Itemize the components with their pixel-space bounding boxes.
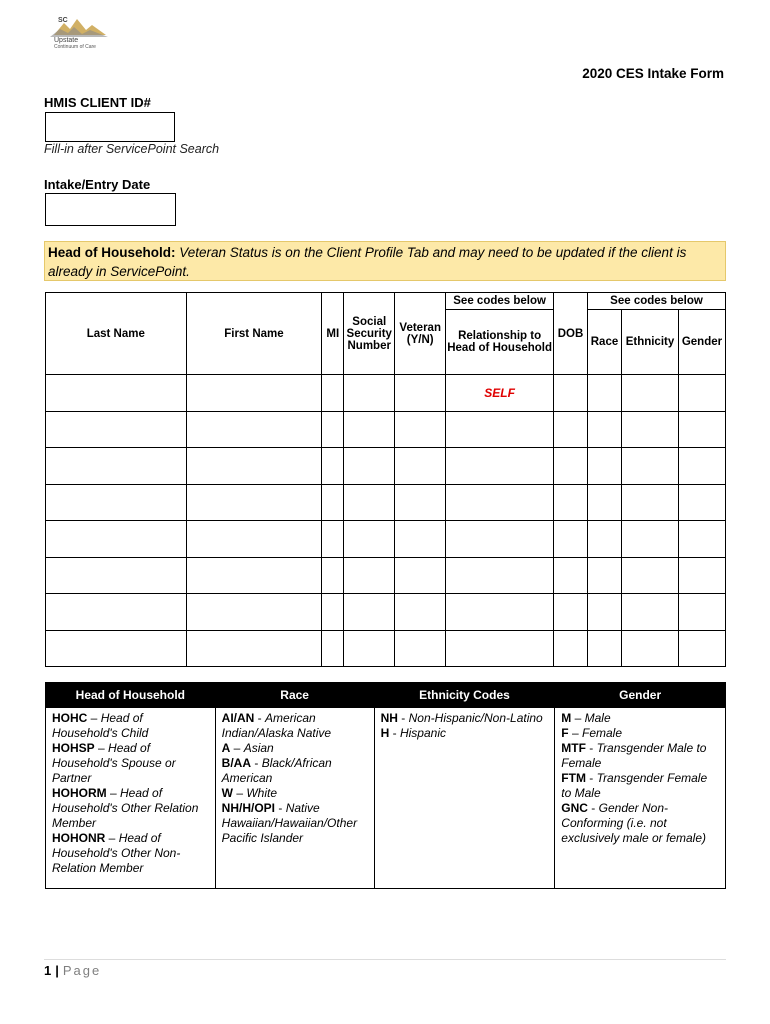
note-italic: Veteran Status is on the Client Profile Tab and may need to be updated if the client is already in ServicePoint. [48, 245, 687, 279]
relationship-cell[interactable] [446, 484, 554, 521]
codes-list-race [215, 708, 374, 889]
relationship-cell[interactable] [446, 630, 554, 667]
page-separator: | [55, 963, 59, 978]
col-mi: MI [322, 293, 344, 375]
ethnicity-cell[interactable] [621, 448, 678, 485]
household-member-row [46, 594, 726, 631]
codes-table [45, 682, 726, 889]
first-name-cell[interactable] [186, 484, 322, 521]
dob-cell[interactable] [554, 484, 588, 521]
see-codes-note-2: See codes below [588, 293, 726, 310]
code-sep: - [585, 771, 597, 785]
dob-cell[interactable] [554, 448, 588, 485]
race-cell[interactable] [588, 375, 622, 412]
code-sep: - [275, 801, 286, 815]
dob-cell[interactable] [554, 521, 588, 558]
code-entry [561, 711, 719, 726]
codes-header-race: Race [215, 683, 374, 708]
code-desc: Head of Household's Child [52, 711, 149, 740]
code-abbr: HOHORM [52, 786, 107, 800]
code-desc: Head of Household's Spouse or Partner [52, 741, 176, 785]
household-table [45, 292, 726, 667]
dob-cell[interactable] [554, 557, 588, 594]
codes-list-ethnicity [374, 708, 555, 889]
ethnicity-cell[interactable] [621, 411, 678, 448]
codes-list-hoh [46, 708, 216, 889]
head-of-household-note [44, 241, 726, 281]
code-desc: Male [584, 711, 611, 725]
code-desc: American Indian/Alaska Native [221, 711, 332, 740]
ethnicity-cell[interactable] [621, 375, 678, 412]
household-member-row [46, 448, 726, 485]
code-desc: Head of Household's Other Non-Relation Member [52, 831, 181, 875]
race-cell[interactable] [588, 448, 622, 485]
veteran-cell[interactable] [395, 411, 446, 448]
ssn-cell[interactable] [344, 630, 395, 667]
race-cell[interactable] [588, 630, 622, 667]
client-id-label: HMIS CLIENT ID# [44, 95, 151, 110]
code-sep: – [94, 741, 109, 755]
logo-line2: Upstate [54, 37, 79, 44]
ssn-cell[interactable] [344, 594, 395, 631]
code-desc: White [246, 786, 278, 800]
mi-cell[interactable] [322, 375, 344, 412]
sc-upstate-coc-logo [44, 13, 110, 49]
col-ssn: Social Security Number [344, 293, 395, 375]
code-desc: Gender Non-Conforming (i.e. not exclusively male or female) [561, 801, 707, 845]
veteran-cell[interactable] [395, 557, 446, 594]
last-name-cell[interactable] [46, 411, 187, 448]
relationship-cell[interactable] [446, 594, 554, 631]
dob-cell[interactable] [554, 375, 588, 412]
first-name-cell[interactable] [186, 521, 322, 558]
code-sep: – [87, 711, 101, 725]
code-sep: – [105, 831, 119, 845]
veteran-cell[interactable] [395, 448, 446, 485]
code-sep: - [389, 726, 400, 740]
mi-cell[interactable] [322, 448, 344, 485]
code-abbr: MTF [561, 741, 586, 755]
code-entry [52, 711, 209, 741]
code-sep: - [585, 741, 597, 755]
gender-cell[interactable] [678, 594, 725, 631]
household-member-row [46, 630, 726, 667]
relationship-cell[interactable] [446, 557, 554, 594]
household-member-row [46, 411, 726, 448]
last-name-cell[interactable] [46, 448, 187, 485]
race-cell[interactable] [588, 411, 622, 448]
ethnicity-cell[interactable] [621, 594, 678, 631]
code-entry [52, 786, 209, 831]
client-id-hint: Fill-in after ServicePoint Search [44, 142, 220, 156]
note-bold: Head of Household: [48, 245, 176, 260]
code-entry [561, 771, 719, 801]
code-desc: Black/African American [221, 756, 332, 785]
code-desc: Hispanic [399, 726, 446, 740]
ethnicity-cell[interactable] [621, 557, 678, 594]
code-abbr: F [561, 726, 569, 740]
page-number: 1 [44, 963, 52, 978]
last-name-cell[interactable] [46, 630, 187, 667]
dob-cell[interactable] [554, 411, 588, 448]
col-dob: DOB [554, 293, 588, 375]
code-entry [561, 726, 719, 741]
gender-cell[interactable] [678, 521, 725, 558]
veteran-cell[interactable] [395, 484, 446, 521]
veteran-cell[interactable] [395, 594, 446, 631]
code-abbr: B/AA [221, 756, 252, 770]
first-name-cell[interactable] [186, 375, 322, 412]
veteran-cell[interactable] [395, 630, 446, 667]
logo-line1: SC [58, 17, 68, 24]
codes-header-hoh: Head of Household [46, 683, 216, 708]
ssn-cell[interactable] [344, 448, 395, 485]
ssn-cell[interactable] [344, 375, 395, 412]
codes-list-gender [555, 708, 726, 889]
first-name-cell[interactable] [186, 448, 322, 485]
code-abbr: M [561, 711, 572, 725]
ethnicity-cell[interactable] [621, 521, 678, 558]
code-entry [222, 711, 368, 741]
code-entry [561, 801, 719, 846]
code-entry [381, 726, 549, 741]
code-sep: – [230, 741, 244, 755]
client-id-field[interactable] [45, 112, 175, 142]
intake-date-field[interactable] [45, 193, 176, 226]
household-member-row [46, 484, 726, 521]
veteran-cell[interactable] [395, 375, 446, 412]
gender-cell[interactable] [678, 448, 725, 485]
code-abbr: W [221, 786, 233, 800]
code-entry [52, 831, 209, 876]
household-member-row [46, 375, 726, 412]
mi-cell[interactable] [322, 630, 344, 667]
code-sep: - [251, 756, 262, 770]
relationship-cell[interactable] [446, 521, 554, 558]
code-abbr: AI/AN [221, 711, 255, 725]
mi-cell[interactable] [322, 484, 344, 521]
code-sep: – [233, 786, 247, 800]
code-entry [222, 786, 368, 801]
col-ethnicity: Ethnicity [621, 310, 678, 375]
col-first-name: First Name [186, 293, 322, 375]
code-sep: – [568, 726, 582, 740]
page-label: Page [62, 963, 102, 978]
mi-cell[interactable] [322, 594, 344, 631]
ethnicity-cell[interactable] [621, 484, 678, 521]
relationship-cell[interactable] [446, 411, 554, 448]
gender-cell[interactable] [678, 411, 725, 448]
veteran-cell[interactable] [395, 521, 446, 558]
household-member-row [46, 557, 726, 594]
first-name-cell[interactable] [186, 594, 322, 631]
ssn-cell[interactable] [344, 557, 395, 594]
code-abbr: HOHC [52, 711, 88, 725]
codes-header-gender: Gender [555, 683, 726, 708]
code-sep: - [397, 711, 409, 725]
code-desc: Asian [243, 741, 274, 755]
code-entry [561, 741, 719, 771]
footer-divider [44, 959, 726, 960]
mi-cell[interactable] [322, 411, 344, 448]
gender-cell[interactable] [678, 557, 725, 594]
gender-cell[interactable] [678, 375, 725, 412]
code-entry [52, 741, 209, 786]
ssn-cell[interactable] [344, 484, 395, 521]
ethnicity-cell[interactable] [621, 630, 678, 667]
code-desc: Transgender Female to Male [561, 771, 708, 800]
race-cell[interactable] [588, 557, 622, 594]
last-name-cell[interactable] [46, 557, 187, 594]
code-desc: Head of Household's Other Relation Member [52, 786, 199, 830]
col-last-name: Last Name [46, 293, 187, 375]
dob-cell[interactable] [554, 630, 588, 667]
ssn-cell[interactable] [344, 521, 395, 558]
code-entry [381, 711, 549, 726]
code-abbr: HOHSP [52, 741, 95, 755]
code-abbr: HOHONR [52, 831, 106, 845]
code-desc: Transgender Male to Female [561, 741, 707, 770]
relationship-cell[interactable] [446, 448, 554, 485]
code-desc: Non-Hispanic/Non-Latino [408, 711, 543, 725]
gender-cell[interactable] [678, 630, 725, 667]
code-abbr: H [380, 726, 390, 740]
mi-cell[interactable] [322, 521, 344, 558]
gender-cell[interactable] [678, 484, 725, 521]
intake-date-label: Intake/Entry Date [44, 177, 151, 192]
code-abbr: GNC [561, 801, 588, 815]
code-sep: - [587, 801, 599, 815]
race-cell[interactable] [588, 484, 622, 521]
ssn-cell[interactable] [344, 411, 395, 448]
first-name-cell[interactable] [186, 557, 322, 594]
col-gender: Gender [678, 310, 725, 375]
code-abbr: FTM [561, 771, 586, 785]
code-entry [222, 801, 368, 846]
first-name-cell[interactable] [186, 630, 322, 667]
last-name-cell[interactable] [46, 521, 187, 558]
col-relationship: Relationship to Head of Household [446, 310, 554, 375]
codes-header-ethnicity: Ethnicity Codes [374, 683, 555, 708]
code-sep: – [106, 786, 121, 800]
code-abbr: NH/H/OPI [221, 801, 276, 815]
see-codes-note-1: See codes below [446, 293, 554, 310]
form-title: 2020 CES Intake Form [582, 66, 724, 81]
household-member-row [46, 521, 726, 558]
race-cell[interactable] [588, 594, 622, 631]
col-veteran: Veteran (Y/N) [395, 293, 446, 375]
last-name-cell[interactable] [46, 484, 187, 521]
last-name-cell[interactable] [46, 594, 187, 631]
dob-cell[interactable] [554, 594, 588, 631]
code-sep: - [254, 711, 266, 725]
self-label: SELF [484, 385, 515, 400]
mi-cell[interactable] [322, 557, 344, 594]
code-desc: Female [581, 726, 622, 740]
code-sep: – [571, 711, 585, 725]
logo-line3: Continuum of Care [54, 44, 96, 49]
code-entry [222, 741, 368, 756]
first-name-cell[interactable] [186, 411, 322, 448]
relationship-cell [446, 375, 554, 412]
col-race: Race [588, 310, 622, 375]
code-abbr: A [221, 741, 231, 755]
last-name-cell[interactable] [46, 375, 187, 412]
page-footer [44, 963, 101, 978]
code-desc: Native Hawaiian/Hawaiian/Other Pacific Islander [221, 801, 358, 845]
code-entry [222, 756, 368, 786]
code-abbr: NH [380, 711, 398, 725]
race-cell[interactable] [588, 521, 622, 558]
